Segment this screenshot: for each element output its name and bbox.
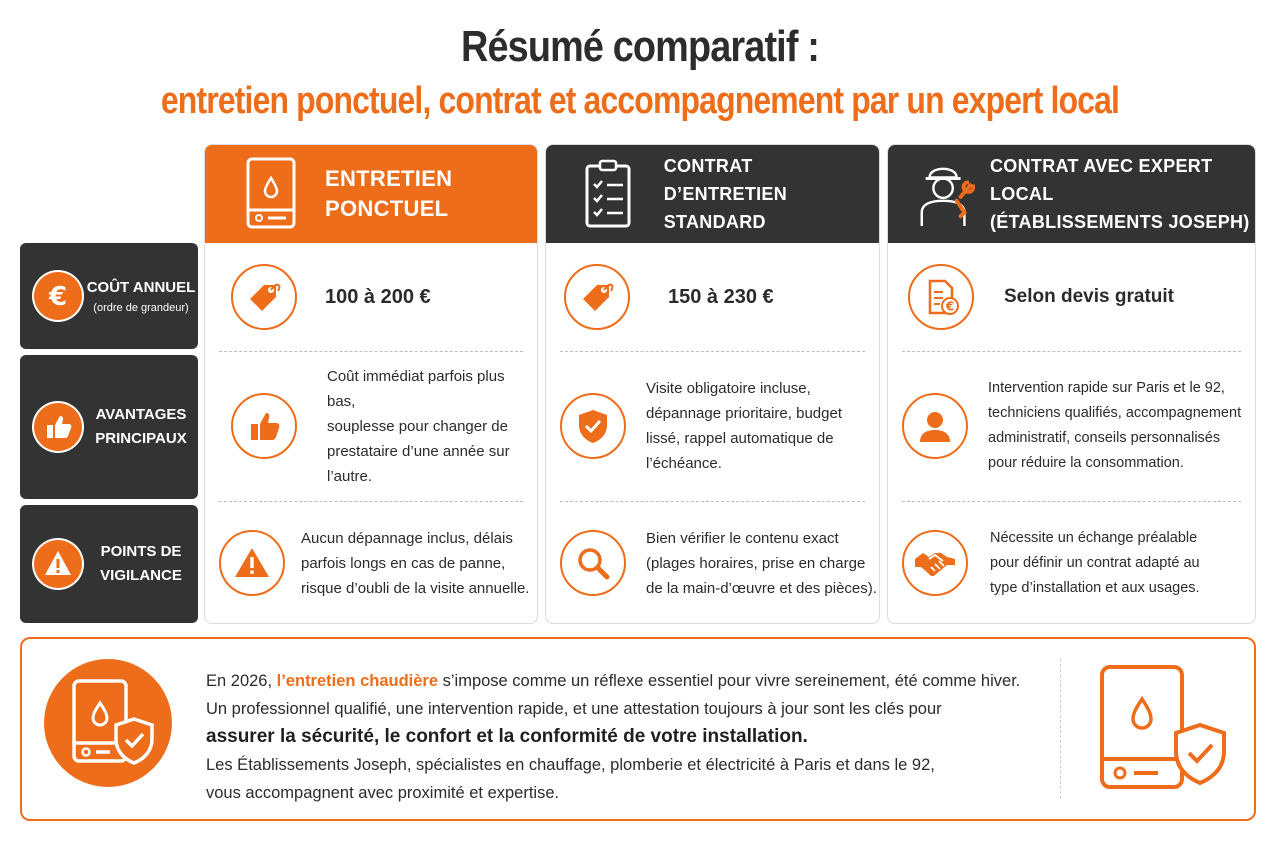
row-label-advantages [20, 355, 198, 499]
svg-text:€: € [945, 299, 955, 314]
column-header [888, 145, 1255, 243]
cost-value: 100 à 200 € [325, 285, 431, 308]
summary-highlight: l’entretien chaudière [276, 672, 439, 690]
vigilance-line: parfois longs en cas de panne, [301, 554, 506, 572]
vigilance-line: pour définir un contrat adapté au [990, 554, 1200, 571]
column-title-l2: D’ENTRETIEN STANDARD [663, 184, 788, 232]
thumbs-up-icon [32, 401, 84, 453]
price-tag-icon [231, 264, 297, 330]
advantages-line: techniciens qualifiés, accompagnement [988, 405, 1242, 421]
thumbs-up-icon [231, 393, 297, 459]
column-entretien-ponctuel [204, 144, 538, 624]
summary-line-3: assurer la sécurité, le confort et la conformité de votre installation. [206, 726, 808, 747]
checklist-icon [578, 155, 638, 233]
boiler-shield-icon [1096, 663, 1236, 793]
row-label-advantages-l1: AVANTAGES [95, 406, 187, 423]
vigilance-line: Bien vérifier le contenu exact [646, 529, 839, 547]
column-title-l1: CONTRAT [663, 156, 753, 176]
magnifier-icon [560, 530, 626, 596]
advantages-line: pour réduire la consommation. [988, 455, 1184, 471]
row-label-vigilance [20, 505, 198, 623]
row-label-vigilance-l2: VIGILANCE [100, 567, 182, 584]
column-header [546, 145, 879, 243]
vigilance-line: Nécessite un échange préalable [990, 529, 1198, 546]
technician-icon [914, 155, 978, 233]
summary-line-5: vous accompagnent avec proximité et expertise. [206, 784, 560, 802]
advantages-line: dépannage prioritaire, budget [646, 405, 842, 422]
row-label-vigilance-l1: POINTS DE [100, 543, 182, 560]
column-title-l2: PONCTUEL [325, 196, 449, 221]
vigilance-line: type d’installation et aux usages. [990, 579, 1200, 596]
summary-line-4: Les Établissements Joseph, spécialistes en chauffage, plomberie et électricité à Paris et dans le 92, [206, 756, 935, 774]
boiler-icon [239, 155, 303, 233]
advantages-line: Coût immédiat parfois plus bas, [327, 367, 505, 410]
vigilance-line: Aucun dépannage inclus, délais [301, 529, 513, 547]
advantages-cell [546, 351, 879, 501]
summary-box [20, 637, 1256, 821]
vigilance-cell [888, 501, 1255, 624]
summary-text [206, 667, 1066, 807]
column-contrat-standard [545, 144, 880, 624]
vigilance-cell [546, 501, 879, 624]
euro-icon [32, 270, 84, 322]
cost-cell [888, 243, 1255, 351]
advantages-cell [888, 351, 1255, 501]
column-expert-local [887, 144, 1256, 624]
advantages-line: Visite obligatoire incluse, [646, 380, 811, 397]
person-icon [902, 393, 968, 459]
advantages-line: l’échéance. [646, 455, 722, 472]
handshake-icon [902, 530, 968, 596]
advantages-line: prestataire d’une année sur l’autre. [327, 442, 510, 485]
summary-line-2: Un professionnel qualifié, une intervention rapide, et une attestation toujours à jour sont les clés pour [206, 700, 942, 718]
svg-text:€: € [48, 282, 68, 312]
page-subtitle: entretien ponctuel, contrat et accompagnement par un expert local [160, 80, 1120, 122]
warning-icon [219, 530, 285, 596]
row-label-advantages-l2: PRINCIPAUX [95, 430, 187, 447]
page-title: Résumé comparatif : [461, 22, 819, 71]
advantages-line: lissé, rappel automatique de [646, 430, 834, 447]
quote-document-icon [908, 264, 974, 330]
vigilance-line: de la main-d’œuvre et des pièces). [646, 579, 877, 597]
column-title-l1: CONTRAT AVEC EXPERT LOCAL [990, 156, 1213, 204]
cost-cell [546, 243, 879, 351]
row-label-cost [20, 243, 198, 349]
summary-divider [1060, 659, 1061, 799]
column-header [205, 145, 537, 243]
advantages-line: souplesse pour changer de [327, 417, 508, 435]
column-title-l1: ENTRETIEN [325, 166, 453, 191]
cost-cell [205, 243, 537, 351]
row-label-cost-title: COÛT ANNUEL [86, 279, 196, 296]
cost-value: Selon devis gratuit [1004, 286, 1174, 307]
summary-text-part: En 2026, [206, 672, 277, 690]
advantages-line: administratif, conseils personnalisés [988, 430, 1221, 446]
row-label-cost-sub: (ordre de grandeur) [93, 302, 189, 314]
boiler-shield-icon [44, 659, 172, 787]
summary-text-part: s’impose comme un réflexe essentiel pour vivre sereinement, été comme hiver. [438, 672, 1021, 690]
vigilance-line: (plages horaires, prise en charge [646, 554, 866, 572]
cost-value: 150 à 230 € [668, 285, 774, 308]
summary-line-1 [206, 667, 1066, 695]
price-tag-icon [564, 264, 630, 330]
advantages-line: Intervention rapide sur Paris et le 92, [988, 380, 1225, 396]
vigilance-cell [205, 501, 537, 624]
shield-check-icon [560, 393, 626, 459]
advantages-cell [205, 351, 537, 501]
warning-icon [32, 538, 84, 590]
column-title-l2: (ÉTABLISSEMENTS JOSEPH) [990, 212, 1250, 232]
vigilance-line: risque d’oubli de la visite annuelle. [301, 579, 530, 597]
